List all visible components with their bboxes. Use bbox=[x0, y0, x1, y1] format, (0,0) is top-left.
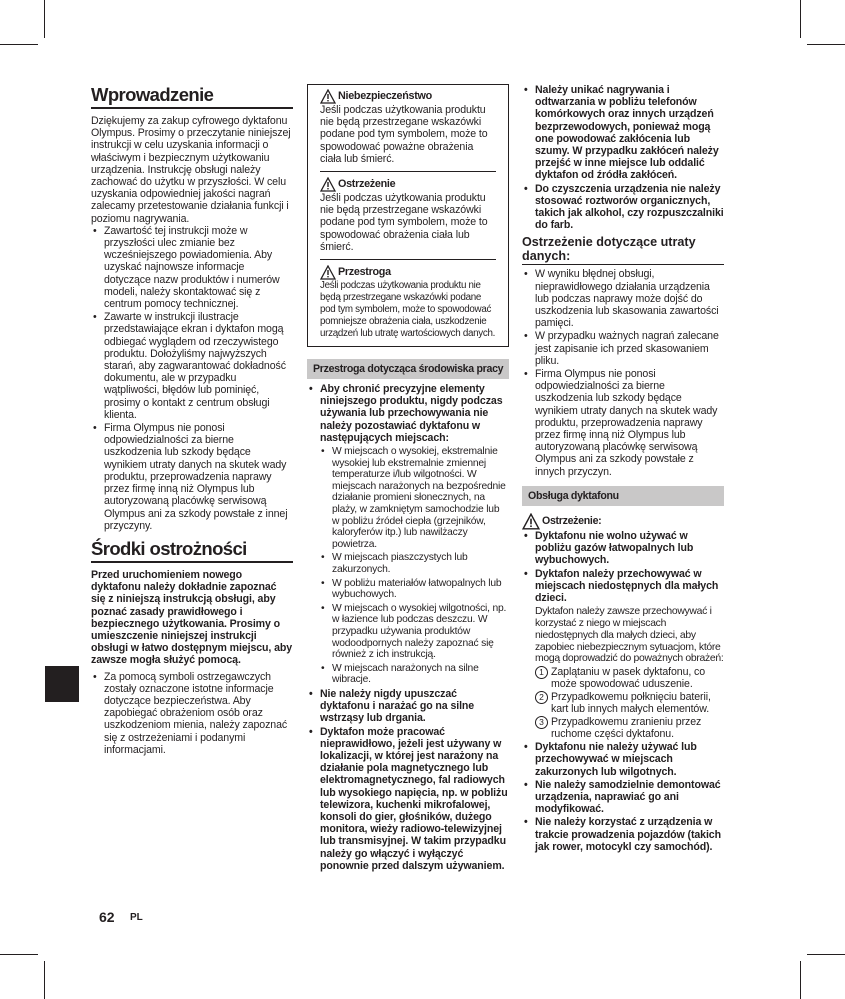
column-right bbox=[522, 84, 724, 854]
crop-mark bbox=[0, 954, 38, 955]
warning-text: Jeśli podczas użytkowania produktu nie będą przestrzegane wskazówki podane pod tym symbolem, może to spowodować obrażenia ciała lub śmierć. bbox=[320, 192, 488, 253]
crop-mark bbox=[800, 0, 801, 38]
warning-triangle-icon bbox=[320, 89, 336, 104]
warning-text: Jeśli podczas użytkowania produktu nie będą przestrzegane wskazówki podane pod tym symbolem, może to spowodować poważne obrażenia ciała lub śmierć. bbox=[320, 104, 488, 165]
list-item: • Za pomocą symboli ostrzegawczych zostały oznaczone istotne informacje dotyczące bezpieczeństwa. Aby zapobiegać obrażeniom osób oraz uszkodzeniom mienia, należy zapoznać się z ostrzeżeniami i podanymi informacjami. bbox=[91, 671, 293, 756]
safety-title: Środki ostrożności bbox=[91, 538, 293, 563]
list-item bbox=[522, 568, 724, 741]
intro-paragraph: Dziękujemy za zakup cyfrowego dyktafonu Olympus. Prosimy o przeczytanie niniejszej instrukcji w celu uzyskania informacji o właściwym i bezpiecznym użytkowaniu urządzenia. Instrukcję obsługi należy zachować do użytku w przyszłości. W celu uzyskania odpowiedniej jakości nagrań zalecamy przetestowanie działania funkcji i poziomu nagrywania. bbox=[91, 115, 291, 225]
env-header: Przestroga dotycząca środowiska pracy bbox=[307, 359, 509, 379]
list-item bbox=[307, 383, 509, 686]
handling-list bbox=[522, 530, 724, 853]
numbered-item bbox=[535, 666, 724, 690]
data-loss-list bbox=[522, 268, 724, 477]
env-bullet-text: Aby chronić precyzyjne elementy niniejszego produktu, nigdy podczas używania lub przechowywania nie należy pozostawiać dyktafonu w następujących miejscach: bbox=[320, 383, 503, 444]
warning-caution bbox=[320, 265, 496, 340]
interference-list bbox=[522, 84, 724, 231]
warning-title: Przestroga bbox=[338, 266, 391, 279]
caution-heading bbox=[522, 513, 724, 530]
list-item: • Zawarte w instrukcji ilustracje przedstawiające ekran i dyktafon mogą odbiegać wyglądem od rzeczywistego produktu. Dołożyliśmy najwyższych starań, aby zagwarantować dokładność dokumentu, ale w przypadku wątpliwości, błędów lub pominięć, prosimy o kontakt z centrum obsługi klienta. bbox=[91, 311, 293, 421]
crop-mark bbox=[6, 44, 7, 45]
numbered-item bbox=[535, 716, 724, 740]
list-item: • W pobliżu materiałów łatwopalnych lub wybuchowych. bbox=[320, 578, 509, 601]
intro-list bbox=[91, 225, 293, 532]
data-loss-title: Ostrzeżenie dotyczące utraty danych: bbox=[522, 235, 724, 265]
warning-title: Niebezpieczeństwo bbox=[338, 90, 432, 102]
chapter-tab bbox=[45, 666, 79, 702]
list-item: • W przypadku ważnych nagrań zalecane jest zapisanie ich przed skasowaniem pliku. bbox=[522, 330, 724, 367]
intro-title: Wprowadzenie bbox=[91, 84, 293, 109]
crop-mark bbox=[800, 961, 801, 999]
safety-intro: Przed uruchomieniem nowego dyktafonu należy dokładnie zapoznać się z niniejszą instrukcją obsługi, aby poznać zasady prawidłowego i bezpiecznego użytkowania. Prosimy o umieszczenie niniejszej instrukcji obsługi w łatwo dostępnym miejscu, aby zawsze mogła służyć pomocą. bbox=[91, 568, 293, 667]
list-item: • Należy unikać nagrywania i odtwarzania w pobliżu telefonów komórkowych oraz innych urządzeń bezprzewodowych, ponieważ mogą one powodować zakłócenia lub szumy. W przypadku zakłóceń należy przejść w inne miejsce lub oddalić dyktafon od źródła zakłóceń. bbox=[522, 84, 724, 182]
list-item: • Dyktafonu nie należy używać lub przechowywać w miejscach zakurzonych lub wilgotnych. bbox=[522, 741, 724, 778]
handling-bullet-text: Dyktafon należy przechowywać w miejscach niedostępnych dla małych dzieci. bbox=[535, 567, 719, 604]
list-item: • W miejscach o wysokiej wilgotności, np. w łazience lub podczas deszczu. W przypadku używania produktów wodoodpornych należy zapoznać się również z ich instrukcją. bbox=[320, 603, 509, 661]
numbered-text: Zaplątaniu w pasek dyktafonu, co może spowodować uduszenie. bbox=[551, 666, 706, 691]
list-item: • Do czyszczenia urządzenia nie należy stosować roztworów organicznych, takich jak alkohol, czy rozpuszczalniki do farb. bbox=[522, 183, 724, 232]
list-item: • Nie należy korzystać z urządzenia w trakcie prowadzenia pojazdów (takich jak rower, motocykl czy samochód). bbox=[522, 816, 724, 853]
handling-paragraph: Dyktafon należy zawsze przechowywać i korzystać z niego w miejscach niedostępnych dla małych dzieci, aby zapobiec niebezpiecznym sytuacjom, które mogą doprowadzić do poważnych obrażeń: bbox=[535, 606, 724, 665]
number-badge: 2 bbox=[535, 691, 548, 704]
number-badge: 1 bbox=[535, 666, 548, 679]
list-item: • Firma Olympus nie ponosi odpowiedzialności za bierne uszkodzenia lub szkody będące wynikiem utraty danych na skutek wady produktu, przeprowadzenia naprawy przez firmę inną niż Olympus lub autoryzowaną placówkę serwisową Olympus ani za szkody powstałe z innych przyczyn. bbox=[522, 368, 724, 478]
list-item: • Nie należy nigdy upuszczać dyktafonu i narażać go na silne wstrząsy lub drgania. bbox=[307, 688, 509, 725]
numbered-text: Przypadkowemu zranieniu przez ruchome części dyktafonu. bbox=[551, 716, 702, 741]
warning-triangle-icon bbox=[320, 177, 336, 192]
list-item: • W miejscach o wysokiej, ekstremalnie wysokiej lub ekstremalnie zmiennej temperaturze i/lub wilgotności. W miejscach narażonych na bezpośrednie działanie promieni słonecznych, na plaży, w zamkniętym samochodzie lub w pobliżu źródeł ciepła (grzejników, kaloryferów itp.) lub nawilżaczy powietrza. bbox=[320, 446, 509, 550]
numbered-text: Przypadkowemu połknięciu baterii, kart lub innych małych elementów. bbox=[551, 691, 711, 716]
warning-triangle-icon bbox=[522, 513, 540, 530]
column-middle bbox=[307, 84, 509, 873]
env-sublist bbox=[320, 446, 509, 686]
crop-mark bbox=[44, 961, 45, 999]
page-number: 62 bbox=[99, 909, 115, 925]
list-item: • W miejscach narażonych na silne wibracje. bbox=[320, 663, 509, 686]
env-list bbox=[307, 383, 509, 872]
warning-box bbox=[307, 84, 509, 347]
list-item: • W miejscach piaszczystych lub zakurzonych. bbox=[320, 552, 509, 575]
safety-list bbox=[91, 671, 293, 756]
list-item: • W wyniku błędnej obsługi, nieprawidłowego działania urządzenia lub podczas naprawy może dojść do uszkodzenia lub skasowania zawartości pamięci. bbox=[522, 268, 724, 329]
page-language: PL bbox=[130, 912, 143, 923]
warning-warning bbox=[320, 177, 496, 260]
caution-label: Ostrzeżenie: bbox=[542, 514, 602, 527]
crop-mark bbox=[807, 954, 845, 955]
crop-mark bbox=[807, 44, 845, 45]
warning-danger bbox=[320, 89, 496, 172]
crop-mark bbox=[44, 0, 45, 38]
numbered-item bbox=[535, 691, 724, 715]
list-item: • Nie należy samodzielnie demontować urządzenia, naprawiać go ani modyfikować. bbox=[522, 779, 724, 816]
handling-header: Obsługa dyktafonu bbox=[522, 486, 724, 506]
list-item: • Firma Olympus nie ponosi odpowiedzialności za bierne uszkodzenia lub szkody będące wynikiem utraty danych na skutek wady produktu, przeprowadzenia naprawy przez firmę inną niż Olympus lub autoryzowaną placówkę serwisową Olympus ani za szkody powstałe z innej przyczyny. bbox=[91, 422, 293, 532]
warning-triangle-icon bbox=[320, 265, 336, 280]
column-left bbox=[91, 84, 293, 757]
list-item: • Dyktafonu nie wolno używać w pobliżu gazów łatwopalnych lub wybuchowych. bbox=[522, 530, 724, 567]
number-badge: 3 bbox=[535, 716, 548, 729]
warning-text: Jeśli podczas użytkowania produktu nie będą przestrzegane wskazówki podane pod tym symbolem, może to spowodować pomniejsze obrażenia ciała, uszkodzenie urządzeń lub utratę wartościowych danych. bbox=[320, 280, 496, 340]
list-item: • Zawartość tej instrukcji może w przyszłości ulec zmianie bez wcześniejszego powiadomienia. Aby uzyskać najnowsze informacje dotyczące nazw produktów i numerów modeli, należy skontaktować się z centrum pomocy technicznej. bbox=[91, 225, 293, 310]
list-item: • Dyktafon może pracować nieprawidłowo, jeżeli jest używany w lokalizacji, w której jest narażony na działanie pola magnetycznego lub elektromagnetycznego, fal radiowych lub wysokiego napięcia, np. w pobliżu telewizora, kuchenki mikrofalowej, konsoli do gier, głośników, dużego monitora, wieży radiowo-telewizyjnej lub transmisyjnej. W takim przypadku należy go włączyć i wyłączyć ponownie przed dalszym używaniem. bbox=[307, 726, 509, 872]
warning-title: Ostrzeżenie bbox=[338, 178, 396, 191]
